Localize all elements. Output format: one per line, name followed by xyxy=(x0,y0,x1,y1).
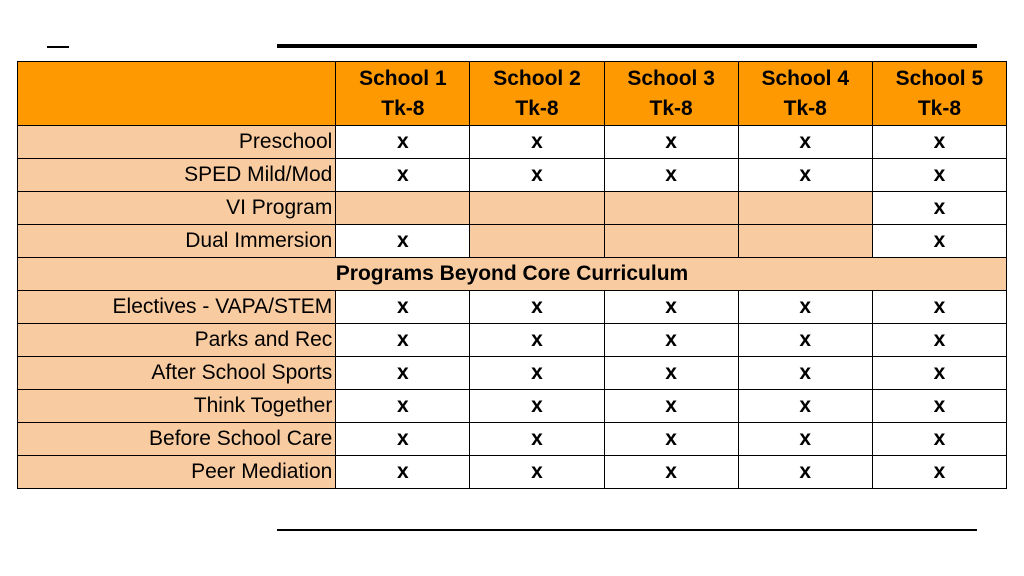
empty-cell xyxy=(604,225,738,258)
school-name: School 4 xyxy=(761,66,850,90)
program-label: Peer Mediation xyxy=(18,456,336,489)
table-row xyxy=(18,192,1007,225)
offered-mark-cell: x xyxy=(604,291,738,324)
offered-mark-cell: x xyxy=(738,357,872,390)
table-row xyxy=(18,456,1007,489)
offered-mark-cell: x xyxy=(872,126,1006,159)
offered-mark-cell: x xyxy=(336,126,470,159)
offered-mark-cell: x xyxy=(604,456,738,489)
offered-mark-cell: x xyxy=(470,159,604,192)
program-label: Electives - VAPA/STEM xyxy=(18,291,336,324)
school-name: School 2 xyxy=(493,66,581,90)
school-grades: Tk-8 xyxy=(381,96,425,120)
table-row xyxy=(18,390,1007,423)
offered-mark-cell: x xyxy=(604,390,738,423)
empty-cell xyxy=(336,192,470,225)
offered-mark-cell: x xyxy=(336,390,470,423)
school-name: School 1 xyxy=(359,66,447,90)
short-dash-divider xyxy=(47,46,69,48)
offered-mark-cell: x xyxy=(336,225,470,258)
offered-mark-cell: x xyxy=(738,456,872,489)
header-school-1 xyxy=(336,62,470,126)
offered-mark-cell: x xyxy=(738,126,872,159)
offered-mark-cell: x xyxy=(336,423,470,456)
offered-mark-cell: x xyxy=(872,291,1006,324)
section-row xyxy=(18,258,1007,291)
offered-mark-cell: x xyxy=(336,324,470,357)
offered-mark-cell: x xyxy=(738,291,872,324)
offered-mark-cell: x xyxy=(872,390,1006,423)
table-row xyxy=(18,357,1007,390)
program-label: After School Sports xyxy=(18,357,336,390)
empty-cell xyxy=(738,192,872,225)
offered-mark-cell: x xyxy=(738,423,872,456)
program-label: Parks and Rec xyxy=(18,324,336,357)
offered-mark-cell: x xyxy=(872,225,1006,258)
offered-mark-cell: x xyxy=(738,159,872,192)
offered-mark-cell: x xyxy=(604,159,738,192)
offered-mark-cell: x xyxy=(470,423,604,456)
offered-mark-cell: x xyxy=(872,159,1006,192)
offered-mark-cell: x xyxy=(872,324,1006,357)
empty-cell xyxy=(604,192,738,225)
offered-mark-cell: x xyxy=(604,423,738,456)
empty-cell xyxy=(470,192,604,225)
offered-mark-cell: x xyxy=(470,126,604,159)
header-row xyxy=(18,62,1007,126)
table-row xyxy=(18,291,1007,324)
offered-mark-cell: x xyxy=(872,456,1006,489)
offered-mark-cell: x xyxy=(336,456,470,489)
header-school-4 xyxy=(738,62,872,126)
program-label: VI Program xyxy=(18,192,336,225)
offered-mark-cell: x xyxy=(470,324,604,357)
school-grades: Tk-8 xyxy=(917,96,961,120)
table-row xyxy=(18,126,1007,159)
bottom-rule xyxy=(277,529,977,531)
offered-mark-cell: x xyxy=(872,423,1006,456)
offered-mark-cell: x xyxy=(336,159,470,192)
offered-mark-cell: x xyxy=(470,357,604,390)
header-school-2 xyxy=(470,62,604,126)
offered-mark-cell: x xyxy=(872,192,1006,225)
offered-mark-cell: x xyxy=(872,357,1006,390)
program-label: Dual Immersion xyxy=(18,225,336,258)
program-label: Before School Care xyxy=(18,423,336,456)
table-row xyxy=(18,159,1007,192)
program-label: Preschool xyxy=(18,126,336,159)
header-school-3 xyxy=(604,62,738,126)
empty-cell xyxy=(470,225,604,258)
top-rule xyxy=(277,44,977,48)
offered-mark-cell: x xyxy=(336,357,470,390)
offered-mark-cell: x xyxy=(470,291,604,324)
school-name: School 3 xyxy=(627,66,715,90)
school-grades: Tk-8 xyxy=(515,96,559,120)
school-name: School 5 xyxy=(895,66,984,90)
offered-mark-cell: x xyxy=(738,390,872,423)
offered-mark-cell: x xyxy=(470,456,604,489)
table-row xyxy=(18,225,1007,258)
table-row xyxy=(18,324,1007,357)
offered-mark-cell: x xyxy=(336,291,470,324)
offered-mark-cell: x xyxy=(604,126,738,159)
table-row xyxy=(18,423,1007,456)
school-grades: Tk-8 xyxy=(649,96,693,120)
program-matrix-table xyxy=(17,61,1007,489)
offered-mark-cell: x xyxy=(738,324,872,357)
empty-cell xyxy=(738,225,872,258)
header-school-5 xyxy=(872,62,1006,126)
program-label: Think Together xyxy=(18,390,336,423)
offered-mark-cell: x xyxy=(604,357,738,390)
offered-mark-cell: x xyxy=(604,324,738,357)
offered-mark-cell: x xyxy=(470,390,604,423)
school-grades: Tk-8 xyxy=(783,96,827,120)
program-label: SPED Mild/Mod xyxy=(18,159,336,192)
section-title: Programs Beyond Core Curriculum xyxy=(18,258,1007,291)
header-corner-cell xyxy=(18,62,336,126)
